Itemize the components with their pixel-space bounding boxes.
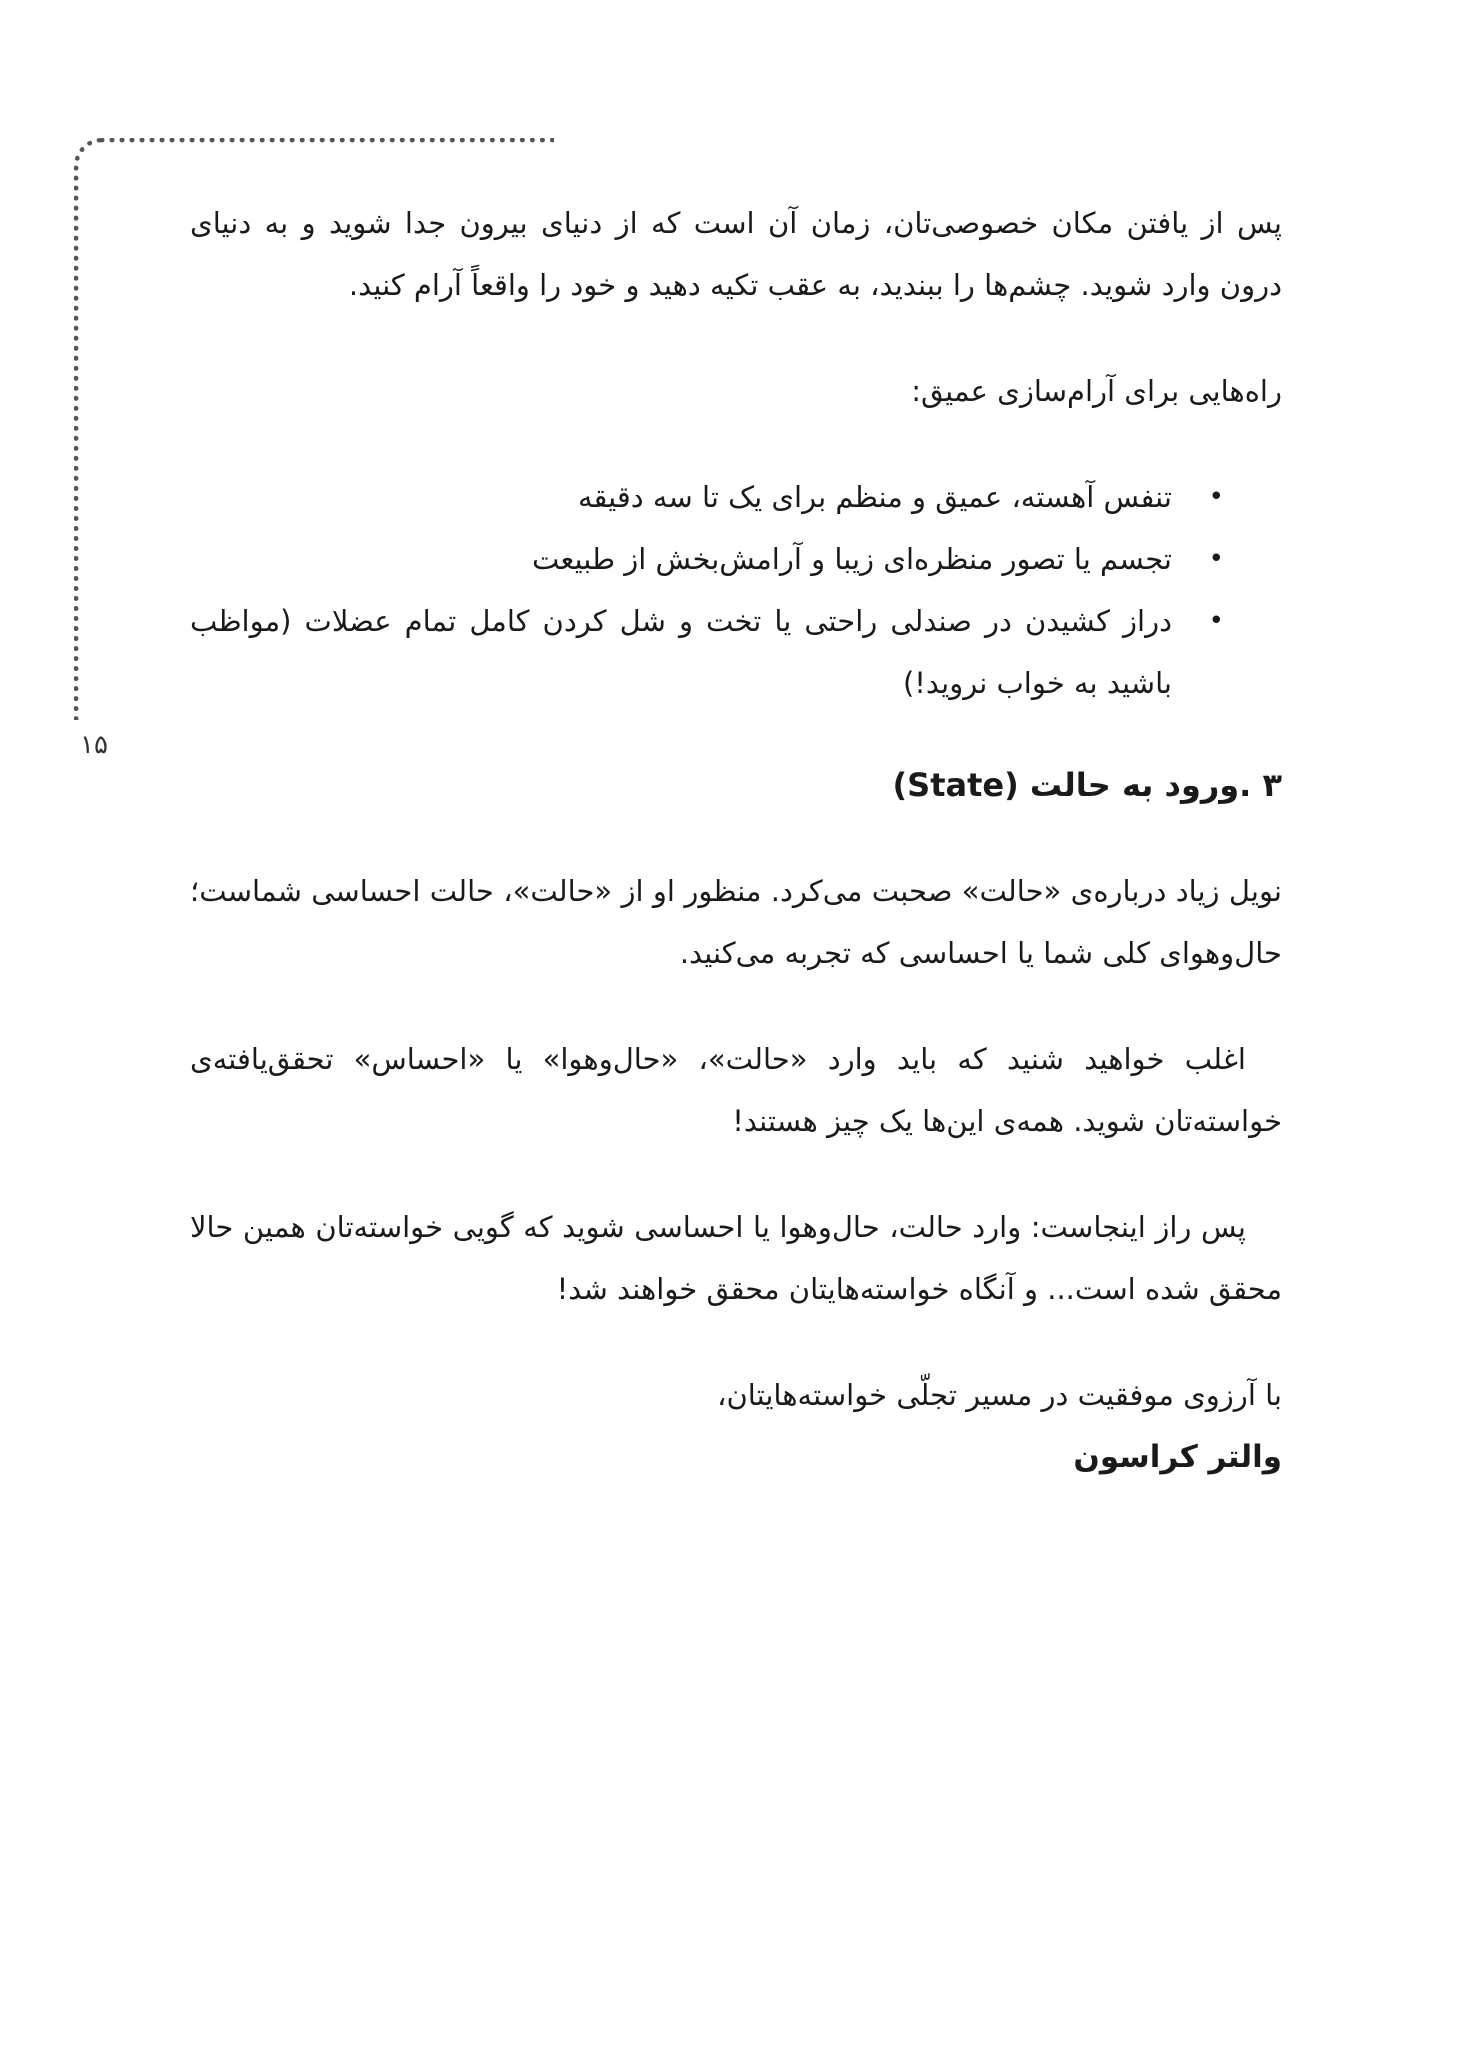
- list-item-text: تجسم یا تصور منظره‌ای زیبا و آرامش‌بخش از طبیعت: [531, 542, 1172, 576]
- bullet-icon: •: [1208, 544, 1224, 574]
- closing-line: با آرزوی موفقیت در مسیر تجلّی خواسته‌هایتان،: [717, 1378, 1282, 1412]
- list-item: [190, 466, 1224, 528]
- list-item-text: تنفس آهسته، عمیق و منظم برای یک تا سه دقیقه: [577, 480, 1172, 514]
- bullet-icon: •: [1208, 606, 1224, 636]
- body-paragraph: نویل زیاد درباره‌ی «حالت» صحبت می‌کرد. منظور او از «حالت»، حالت احساسی شماست؛ حال‌وهوای کلی شما یا احساسی که تجربه می‌کنید.: [190, 874, 1282, 970]
- relaxation-list: [190, 466, 1282, 714]
- list-item: [190, 528, 1224, 590]
- page-number: ۱۵: [80, 730, 108, 760]
- author-signature: والتر کراسون: [1073, 1439, 1282, 1475]
- list-item: [190, 590, 1224, 714]
- section-heading: ۳ .ورود به حالت (State): [892, 766, 1282, 804]
- page-content: [190, 192, 1282, 1488]
- list-item-text: دراز کشیدن در صندلی راحتی یا تخت و شل کردن کامل تمام عضلات (مواظب باشید به خواب نروید!): [190, 604, 1172, 700]
- intro-paragraph: پس از یافتن مکان خصوصی‌تان، زمان آن است که از دنیای بیرون جدا شوید و به دنیای درون وارد شوید. چشم‌ها را ببندید، به عقب تکیه دهید و خود را واقعاً آرام کنید.: [190, 206, 1282, 302]
- relax-heading: راه‌هایی برای آرام‌سازی عمیق:: [911, 374, 1282, 408]
- bullet-icon: •: [1208, 482, 1224, 512]
- body-paragraph: اغلب خواهید شنید که باید وارد «حالت»، «حال‌وهوا» یا «احساس» تحقق‌یافته‌ی خواسته‌تان شوید. همه‌ی این‌ها یک چیز هستند!: [190, 1042, 1282, 1138]
- body-paragraph: پس راز اینجاست: وارد حالت، حال‌وهوا یا احساسی شوید که گویی خواسته‌تان همین حالا محقق شده است... و آنگاه خواسته‌هایتان محقق خواهند شد!: [190, 1210, 1282, 1306]
